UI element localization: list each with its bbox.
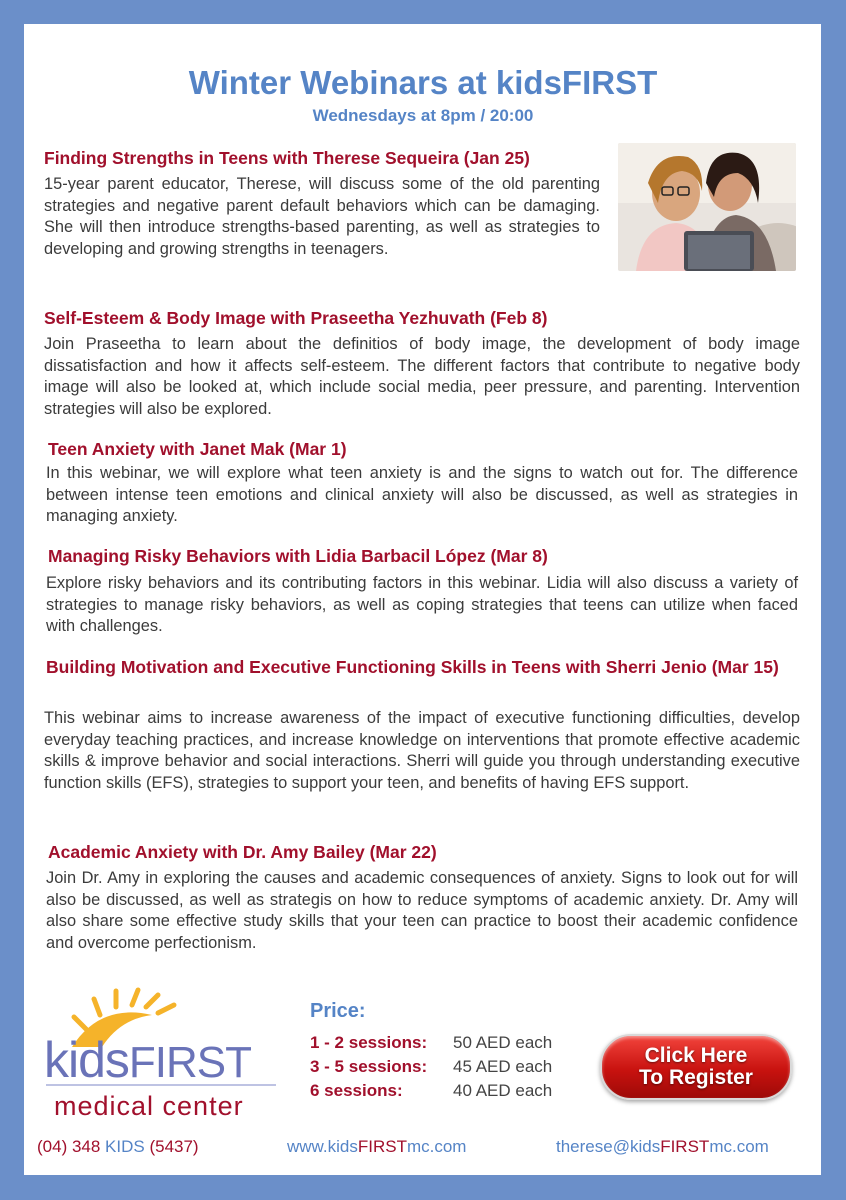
price-row [310, 1057, 552, 1077]
webinar-description-2: Join Praseetha to learn about the definitios of body image, the development of body image dissatisfaction and how it affects self-esteem. The different factors that contribute to negative body image will also be looked at, which include social media, peer pressure, and parenting. Intervention strategies will also be explored. [44, 335, 800, 418]
svg-text:kidsFIRST: kidsFIRST [44, 1032, 252, 1088]
webinar-description-4: Explore risky behaviors and its contributing factors in this webinar. Lidia will also discuss a variety of strategies to manage risky behaviors, as well as coping strategies that teens can utilize when faced with challenges. [46, 574, 798, 635]
footer-email-link[interactable]: therese@kidsFIRSTmc.com [556, 1137, 769, 1156]
footer-phone[interactable]: (04) 348 KIDS (5437) [37, 1137, 199, 1156]
register-button-line1: Click Here [644, 1044, 748, 1067]
price-label: 6 sessions: [310, 1081, 403, 1100]
photo-mother-daughter-laptop [618, 143, 796, 271]
webinar-description-3: In this webinar, we will explore what teen anxiety is and the signs to watch out for. The difference between intense teen emotions and clinical anxiety will also be discussed, as well as strategies in managing anxiety. [46, 464, 798, 525]
price-label: 1 - 2 sessions: [310, 1033, 428, 1052]
price-value: 40 AED each [453, 1081, 553, 1100]
svg-text:medical center: medical center [54, 1091, 244, 1120]
webinar-description-5: This webinar aims to increase awareness of the impact of executive functioning difficulties, develop everyday teaching practices, and increase knowledge on interventions that promote effective academic skills & improve behavior and social interactions. Sherri will guide you through understanding executive function skills (EFS), strategies to support your teen, and benefits of having EFS support. [44, 709, 800, 792]
price-row [310, 1081, 552, 1101]
price-value: 45 AED each [453, 1057, 553, 1076]
price-row [310, 1033, 552, 1053]
webinar-title-3: Teen Anxiety with Janet Mak (Mar 1) [48, 439, 347, 459]
webinar-description-6: Join Dr. Amy in exploring the causes and academic consequences of anxiety. Signs to look out for will also be discussed, as well as strategis on how to reduce symptoms of academic anxiety. Dr. Amy will also share some effective study skills that your teen can practice to boost their academic confidence and overcome perfectionism. [46, 869, 798, 952]
price-label: 3 - 5 sessions: [310, 1057, 428, 1076]
price-value: 50 AED each [453, 1033, 553, 1052]
page-title: Winter Webinars at kidsFIRST [188, 64, 658, 101]
register-button[interactable] [600, 1034, 792, 1100]
webinar-title-5: Building Motivation and Executive Functioning Skills in Teens with Sherri Jenio (Mar 15) [46, 657, 779, 677]
kidsfirst-logo [40, 985, 285, 1120]
register-button-line2: To Register [639, 1066, 753, 1089]
price-title: Price: [310, 1000, 366, 1022]
webinar-title-2: Self-Esteem & Body Image with Praseetha Yezhuvath (Feb 8) [44, 308, 548, 328]
page-subtitle: Wednesdays at 8pm / 20:00 [312, 106, 534, 125]
webinar-title-6: Academic Anxiety with Dr. Amy Bailey (Mar 22) [48, 842, 437, 862]
webinar-description-1: 15-year parent educator, Therese, will discuss some of the old parenting strategies and negative parent default behaviors which can be damaging. She will then introduce strengths-based parenting, as well as strategies to developing and growing strengths in teenagers. [44, 175, 600, 258]
webinar-title-1: Finding Strengths in Teens with Therese Sequeira (Jan 25) [44, 148, 530, 168]
webinar-title-4: Managing Risky Behaviors with Lidia Barbacil López (Mar 8) [48, 546, 548, 566]
footer-website-link[interactable]: www.kidsFIRSTmc.com [287, 1137, 467, 1156]
